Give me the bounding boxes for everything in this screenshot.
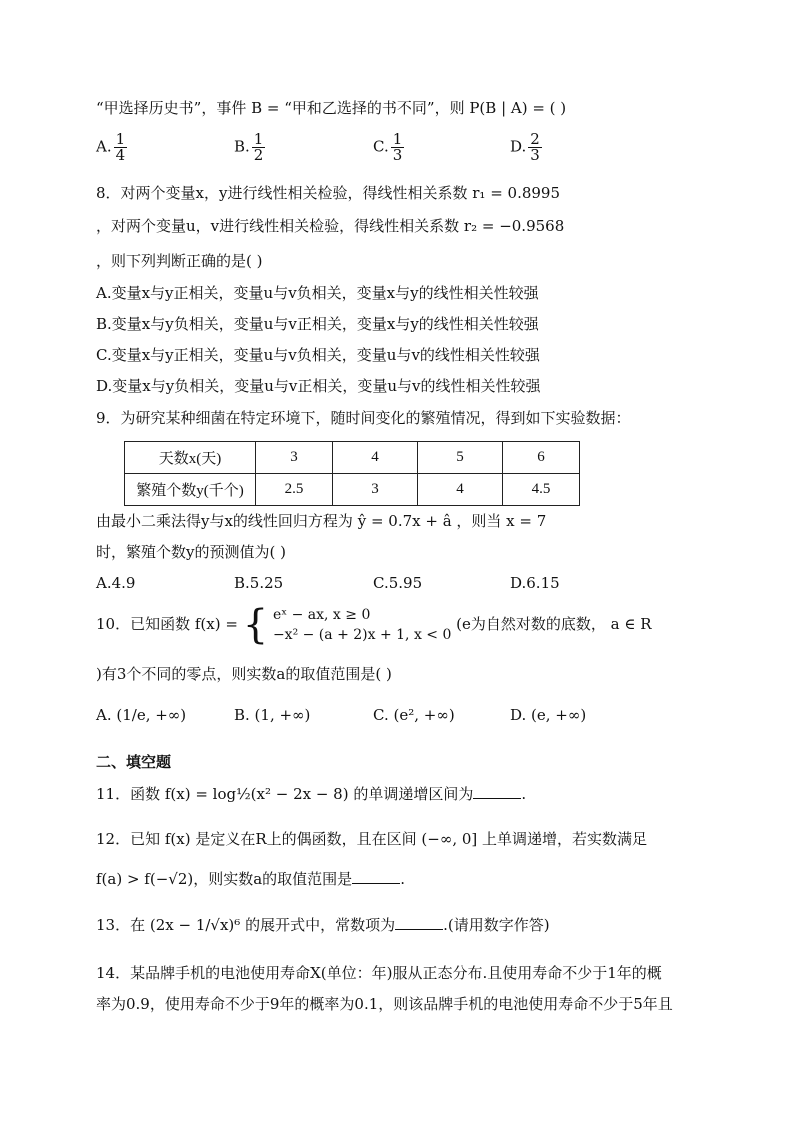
table-header-cell: 天数x(天) [125,442,256,474]
q8-line-2: ，对两个变量u，v进行线性相关检验，得线性相关系数 r₂ = −0.9568 [96,217,565,235]
fraction-numerator: 1 [253,130,264,148]
q7-tail: “甲选择历史书”，事件 B = “甲和乙选择的书不同”，则 P(B | A) = ( ) [96,99,567,117]
answer-blank [473,784,521,799]
period: . [400,870,405,888]
fraction-numerator: 2 [530,130,540,148]
table-cell: 2.5 [256,474,333,506]
option-label: D. [510,137,527,156]
q9-line-3: 时，繁殖个数y的预测值为( ) [96,543,286,561]
q10-option-a: A. (1/e, +∞) [96,706,187,724]
q12-text: f(a) > f(−√2)，则实数a的取值范围是 [96,870,353,888]
q8-option-b: B.变量x与y负相关，变量u与v正相关，变量x与y的线性相关性较强 [96,315,539,333]
fraction-denominator: 3 [530,146,540,164]
table-cell: 3 [256,442,333,474]
table-cell: 5 [418,442,503,474]
q9-option-b: B.5.25 [234,574,284,592]
fraction-denominator: 2 [253,146,264,164]
answer-blank [395,915,443,930]
q8-option-d: D.变量x与y负相关，变量u与v正相关，变量u与v的线性相关性较强 [96,377,541,395]
q10-option-c: C. (e², +∞) [373,706,455,724]
q12-line-1: 12．已知 f(x) 是定义在R上的偶函数，且在区间 (−∞, 0] 上单调递增，若实数满足 [96,830,648,848]
option-label: A. [96,137,112,156]
q10-line-1 [96,602,652,648]
period: . [521,785,527,803]
q10-line-2: )有3个不同的零点，则实数a的取值范围是( ) [96,665,392,683]
piece-2: −x² − (a + 2)x + 1, x < 0 [272,627,452,643]
table-cell: 4.5 [503,474,580,506]
brace-symbol: { [242,602,269,648]
q9-line-2: 由最小二乘法得y与x的线性回归方程为 ŷ = 0.7x + â ，则当 x = 7 [96,512,547,530]
q10-option-d: D. (e, +∞) [510,706,587,724]
table-row [125,442,580,474]
q9-option-d: D.6.15 [510,574,560,592]
table-header-cell: 繁殖个数y(千个) [125,474,256,506]
fraction-denominator: 4 [115,146,126,164]
section-title: 二、填空题 [96,753,172,771]
q7-option-c [373,132,406,163]
q13 [96,914,550,936]
q8-line-3: ，则下列判断正确的是( ) [96,252,263,270]
table-cell: 6 [503,442,580,474]
piece-1: eˣ − ax, x ≥ 0 [272,607,371,623]
fraction-numerator: 1 [115,130,126,148]
q9-option-a: A.4.9 [96,574,136,592]
q10-suffix: (e为自然对数的底数， a ∈ R [456,615,652,633]
option-label: B. [234,137,250,156]
table-cell: 4 [418,474,503,506]
table-row [125,474,580,506]
q9-option-c: C.5.95 [373,574,423,592]
q10-option-b: B. (1, +∞) [234,706,311,724]
q7-option-b [234,132,267,163]
q9-stem: 9．为研究某种细菌在特定环境下，随时间变化的繁殖情况，得到如下实验数据： [96,409,631,427]
q8-line-1: 8．对两个变量x，y进行线性相关检验，得线性相关系数 r₁ = 0.8995 [96,184,561,202]
q8-option-a: A.变量x与y正相关，变量u与v负相关，变量x与y的线性相关性较强 [96,284,539,302]
q8-option-c: C.变量x与y正相关，变量u与v负相关，变量u与v的线性相关性较强 [96,346,540,364]
table-cell: 3 [333,474,418,506]
q7-option-a [96,132,129,163]
q10-piecewise [273,605,451,645]
q11 [96,783,526,805]
q9-data-table [124,441,580,506]
q13-text: 13．在 (2x − 1/√x)⁶ 的展开式中，常数项为 [96,916,396,934]
q10-prefix: 10．已知函数 f(x) = [96,615,238,633]
fraction-numerator: 1 [392,130,403,148]
fraction-denominator: 3 [392,146,403,164]
q14-line-2: 率为0.9，使用寿命不少于9年的概率为0.1，则该品牌手机的电池使用寿命不少于5年且 [96,995,673,1013]
q7-option-d [510,132,544,163]
option-label: C. [373,137,389,156]
answer-blank [352,869,400,884]
q13-suffix: .(请用数字作答) [443,916,550,934]
q12-line-2 [96,868,405,890]
q14-line-1: 14．某品牌手机的电池使用寿命X(单位：年)服从正态分布.且使用寿命不少于1年的概 [96,964,662,982]
q11-text: 11．函数 f(x) = log½(x² − 2x − 8) 的单调递增区间为 [96,785,474,803]
table-cell: 4 [333,442,418,474]
